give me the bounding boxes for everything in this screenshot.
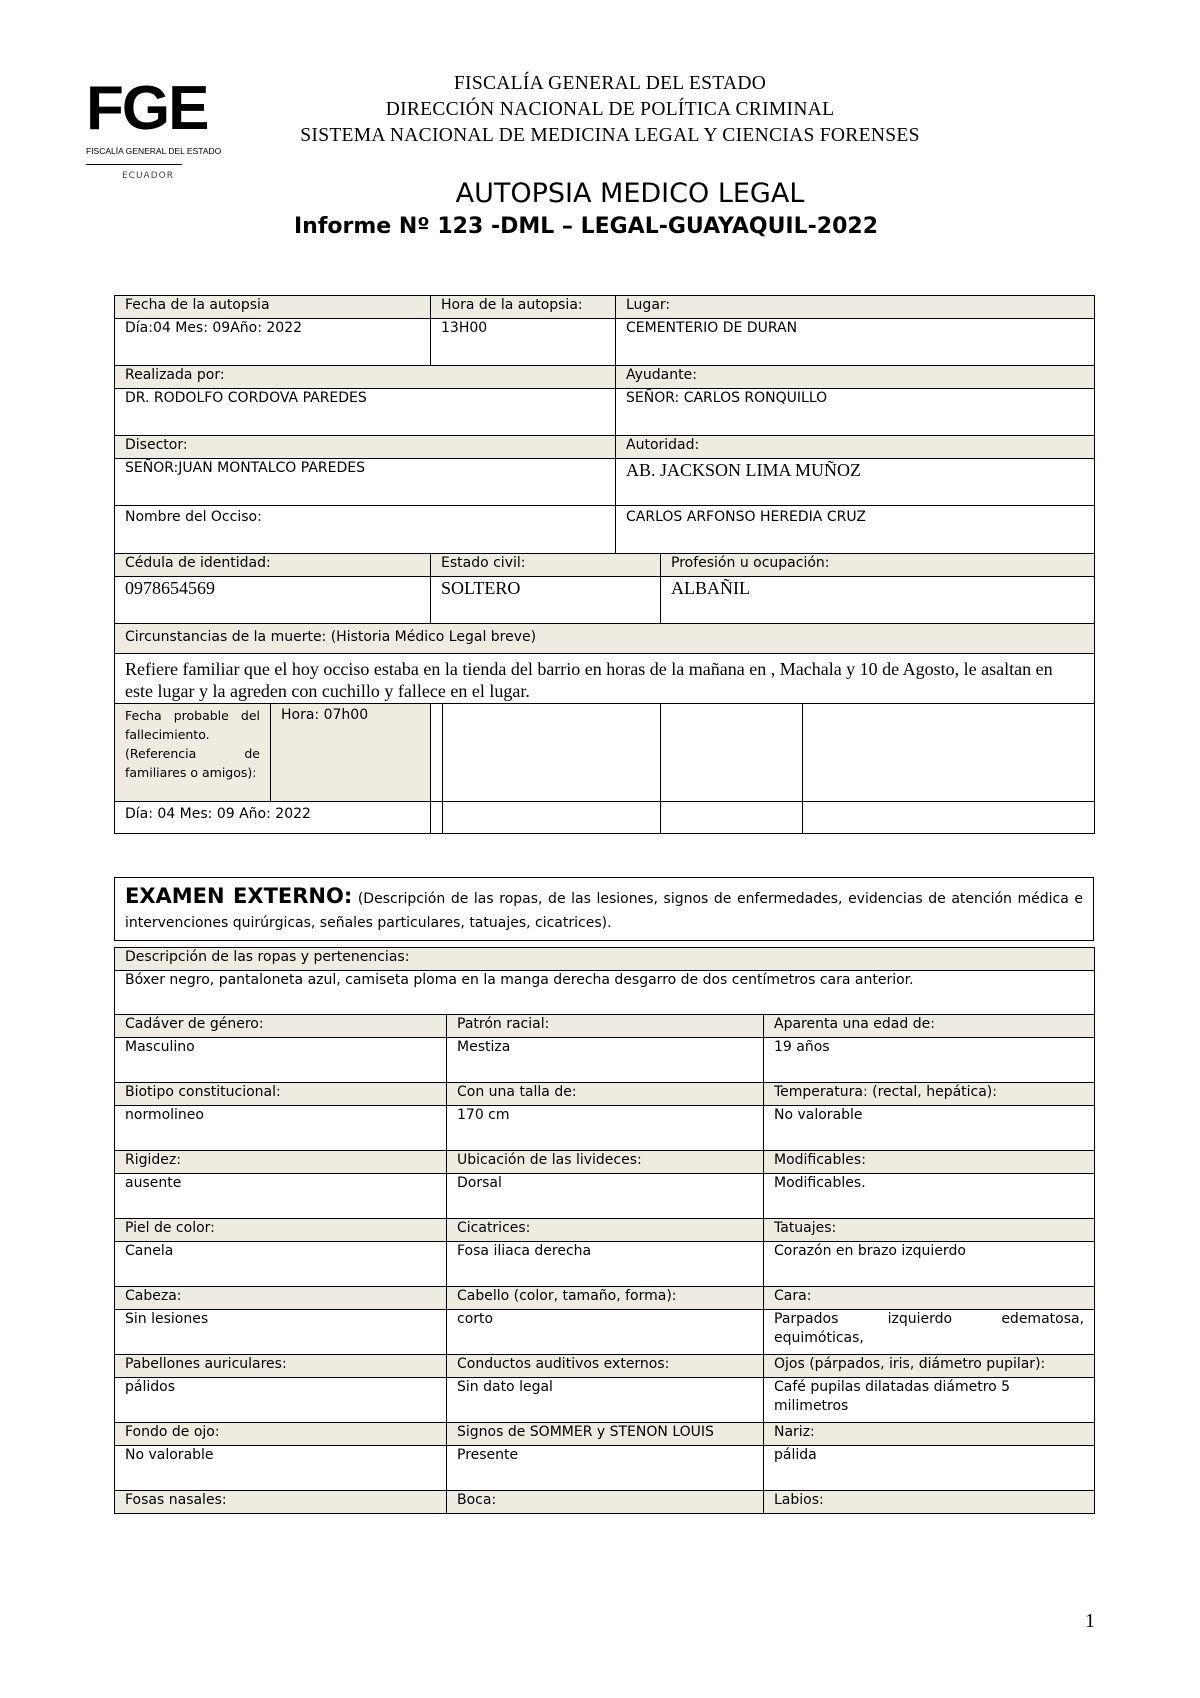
estado-civil-value: SOLTERO bbox=[431, 577, 661, 624]
cedula-value: 0978654569 bbox=[115, 577, 431, 624]
exam-field-value: Presente bbox=[447, 1446, 764, 1491]
exam-field-value: Café pupilas dilatadas diámetro 5 milimetros bbox=[764, 1378, 1095, 1423]
exam-field-value: Modificables. bbox=[764, 1174, 1095, 1219]
blank-cell bbox=[661, 704, 803, 802]
exam-field-label: Cadáver de género: bbox=[115, 1015, 447, 1038]
exam-field-label: Nariz: bbox=[764, 1423, 1095, 1446]
exam-field-value: Masculino bbox=[115, 1038, 447, 1083]
realizada-value: DR. RODOLFO CORDOVA PAREDES bbox=[115, 389, 616, 436]
exam-field-label: Ojos (párpados, iris, diámetro pupilar): bbox=[764, 1355, 1095, 1378]
page-number: 1 bbox=[1085, 1610, 1095, 1632]
exam-field-value: normolineo bbox=[115, 1106, 447, 1151]
logo-divider bbox=[86, 164, 182, 165]
exam-field-value: pálida bbox=[764, 1446, 1095, 1491]
exam-field-label: Con una talla de: bbox=[447, 1083, 764, 1106]
autoridad-label: Autoridad: bbox=[616, 436, 1095, 459]
blank-cell bbox=[661, 802, 803, 834]
autoridad-value: AB. JACKSON LIMA MUÑOZ bbox=[616, 459, 1095, 506]
fecha-fallecimiento: Día: 04 Mes: 09 Año: 2022 bbox=[115, 802, 431, 834]
exam-field-value: Sin dato legal bbox=[447, 1378, 764, 1423]
exam-field-label: Pabellones auriculares: bbox=[115, 1355, 447, 1378]
examen-externo-table bbox=[114, 947, 1095, 1514]
blank-cell bbox=[443, 802, 661, 834]
exam-field-label: Cabeza: bbox=[115, 1287, 447, 1310]
exam-field-label: Boca: bbox=[447, 1491, 764, 1514]
header-line-1: FISCALÍA GENERAL DEL ESTADO bbox=[453, 73, 767, 94]
exam-field-label: Piel de color: bbox=[115, 1219, 447, 1242]
exam-field-value: Corazón en brazo izquierdo bbox=[764, 1242, 1095, 1287]
exam-field-label: Cabello (color, tamaño, forma): bbox=[447, 1287, 764, 1310]
exam-field-label: Fondo de ojo: bbox=[115, 1423, 447, 1446]
examen-externo-description: (Descripción de las ropas, de las lesiones, signos de enfermedades, evidencias de atención médica e intervenciones quirúrgicas, señales particulares, tatuajes, cicatrices). bbox=[125, 891, 1084, 931]
exam-field-value: Mestiza bbox=[447, 1038, 764, 1083]
exam-field-label: Signos de SOMMER y STENON LOUIS bbox=[447, 1423, 764, 1446]
lugar-value: CEMENTERIO DE DURAN bbox=[616, 319, 1095, 366]
examen-externo-header bbox=[114, 877, 1094, 941]
blank-cell bbox=[431, 802, 443, 834]
blank-cell bbox=[803, 704, 1095, 802]
occiso-value: CARLOS ARFONSO HEREDIA CRUZ bbox=[616, 506, 1095, 554]
exam-field-label: Aparenta una edad de: bbox=[764, 1015, 1095, 1038]
ropas-label: Descripción de las ropas y pertenencias: bbox=[115, 948, 1095, 971]
exam-field-value: Dorsal bbox=[447, 1174, 764, 1219]
exam-field-label: Cicatrices: bbox=[447, 1219, 764, 1242]
exam-field-label: Temperatura: (rectal, hepática): bbox=[764, 1083, 1095, 1106]
estado-civil-label: Estado civil: bbox=[431, 554, 661, 577]
exam-field-label: Rigidez: bbox=[115, 1151, 447, 1174]
general-info-table bbox=[114, 295, 1095, 834]
exam-field-label: Tatuajes: bbox=[764, 1219, 1095, 1242]
exam-field-value: Canela bbox=[115, 1242, 447, 1287]
ayudante-value: SEÑOR: CARLOS RONQUILLO bbox=[616, 389, 1095, 436]
exam-field-label: Modificables: bbox=[764, 1151, 1095, 1174]
disector-label: Disector: bbox=[115, 436, 616, 459]
exam-field-label: Fosas nasales: bbox=[115, 1491, 447, 1514]
fecha-probable-label: Fecha probable del fallecimiento. (Referencia de familiares o amigos): bbox=[115, 704, 271, 802]
examen-externo-title: EXAMEN EXTERNO: bbox=[125, 884, 353, 908]
circunstancias-label: Circunstancias de la muerte: (Historia Médico Legal breve) bbox=[115, 624, 1095, 654]
fecha-autopsia-label: Fecha de la autopsia bbox=[115, 296, 431, 319]
disector-value: SEÑOR:JUAN MONTALCO PAREDES bbox=[115, 459, 616, 506]
circunstancias-value: Refiere familiar que el hoy occiso estaba en la tienda del barrio en horas de la mañana en , Machala y 10 de Agosto, le asaltan en este lugar y la agreden con cuchillo y fallece en el lugar. bbox=[115, 654, 1095, 704]
exam-field-label: Conductos auditivos externos: bbox=[447, 1355, 764, 1378]
fge-logo bbox=[86, 74, 226, 183]
exam-field-label: Biotipo constitucional: bbox=[115, 1083, 447, 1106]
blank-cell bbox=[803, 802, 1095, 834]
header-line-2: DIRECCIÓN NACIONAL DE POLÍTICA CRIMINAL bbox=[385, 99, 835, 120]
hora-autopsia-value: 13H00 bbox=[431, 319, 616, 366]
report-number: Informe Nº 123 -DML – LEGAL-GUAYAQUIL-2022 bbox=[294, 214, 878, 239]
hora-fallecimiento: Hora: 07h00 bbox=[271, 704, 431, 802]
exam-field-label: Patrón racial: bbox=[447, 1015, 764, 1038]
exam-field-value: pálidos bbox=[115, 1378, 447, 1423]
ayudante-label: Ayudante: bbox=[616, 366, 1095, 389]
profesion-value: ALBAÑIL bbox=[661, 577, 1095, 624]
logo-subtitle: FISCALÍA GENERAL DEL ESTADO bbox=[86, 146, 222, 156]
exam-field-value: corto bbox=[447, 1310, 764, 1355]
realizada-label: Realizada por: bbox=[115, 366, 616, 389]
exam-field-value: No valorable bbox=[764, 1106, 1095, 1151]
occiso-label: Nombre del Occiso: bbox=[115, 506, 616, 554]
logo-text: FGE bbox=[86, 74, 208, 143]
fecha-autopsia-value: Día:04 Mes: 09Año: 2022 bbox=[115, 319, 431, 366]
profesion-label: Profesión u ocupación: bbox=[661, 554, 1095, 577]
lugar-label: Lugar: bbox=[616, 296, 1095, 319]
ropas-value: Bóxer negro, pantaloneta azul, camiseta ploma en la manga derecha desgarro de dos centímetros cara anterior. bbox=[115, 971, 1095, 1015]
hora-autopsia-label: Hora de la autopsia: bbox=[431, 296, 616, 319]
cedula-label: Cédula de identidad: bbox=[115, 554, 431, 577]
exam-field-value: Fosa iliaca derecha bbox=[447, 1242, 764, 1287]
blank-cell bbox=[431, 704, 443, 802]
page-title: AUTOPSIA MEDICO LEGAL bbox=[455, 178, 805, 209]
exam-field-label: Labios: bbox=[764, 1491, 1095, 1514]
logo-country: ECUADOR bbox=[122, 171, 174, 181]
exam-field-label: Ubicación de las livideces: bbox=[447, 1151, 764, 1174]
blank-cell bbox=[443, 704, 661, 802]
exam-field-value: 19 años bbox=[764, 1038, 1095, 1083]
header-line-3: SISTEMA NACIONAL DE MEDICINA LEGAL Y CIENCIAS FORENSES bbox=[300, 125, 920, 146]
exam-field-value: No valorable bbox=[115, 1446, 447, 1491]
exam-field-value: ausente bbox=[115, 1174, 447, 1219]
exam-field-label: Cara: bbox=[764, 1287, 1095, 1310]
exam-field-value: Sin lesiones bbox=[115, 1310, 447, 1355]
exam-field-value: 170 cm bbox=[447, 1106, 764, 1151]
exam-field-value: Parpados izquierdo edematosa, equimóticas, bbox=[764, 1310, 1095, 1355]
